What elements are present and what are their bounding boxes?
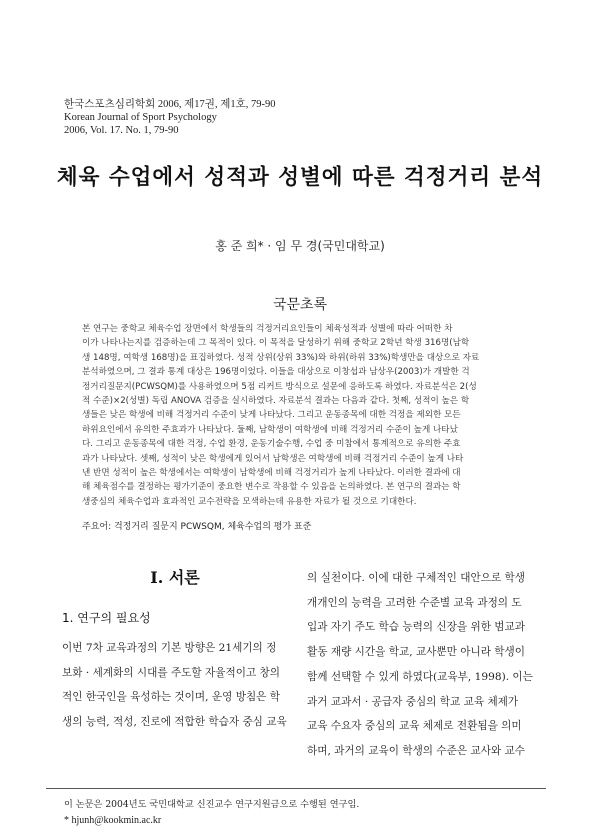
body-line: 입과 자기 주도 학습 능력의 신장을 위한 범교과 (307, 621, 526, 634)
body-line: 개개인의 능력을 고려한 수준별 교육 과정의 도 (307, 596, 522, 609)
footnote-email: * hjunh@kookmin.ac.kr (64, 815, 162, 826)
journal-english-line: Korean Journal of Sport Psychology (64, 112, 217, 123)
body-line: 보화 · 세계화의 시대를 주도할 자율적이고 창의 (62, 666, 281, 679)
body-line: 함께 선택할 수 있게 하였다(교육부, 1998). 이는 (307, 670, 533, 683)
body-line: 하며, 과거의 교육이 학생의 수준은 교사와 교수 (307, 744, 526, 757)
subsection-heading: 1. 연구의 필요성 (62, 611, 151, 625)
abstract-line: 이가 나타나는지를 검증하는데 그 목적이 있다. 이 목적을 달성하기 위해 중학교 2학년 학생 316명(남학 (82, 338, 470, 349)
abstract-heading: 국문초록 (272, 297, 328, 313)
body-line: 의 실천이다. 이에 대한 구체적인 대안으로 학생 (307, 572, 526, 584)
section-heading: Ⅰ. 서론 (150, 568, 200, 587)
abstract-line: 과가 나타났다. 셋째, 성적이 낮은 학생에게 있어서 남학생은 여학생에 비해 걱정거리 수준이 높게 나타 (82, 453, 464, 464)
body-line: 이번 7차 교육과정의 기본 방향은 21세기의 정 (62, 642, 277, 654)
abstract-line: 낸 반면 성적이 높은 학생에서는 여학생이 남학생에 비해 걱정거리가 높게 나타났다. 이러한 결과에 대 (82, 468, 461, 479)
body-line: 활동 재량 시간을 학교, 교사뿐만 아니라 학생이 (307, 646, 526, 659)
author-line: 홍 준 희* · 임 무 경(국민대학교) (215, 239, 385, 253)
abstract-line: 정거리질문지(PCWSQM)를 사용하였으며 5점 리커트 방식으로 설문에 응하도록 하였다. 자료분석은 2(성 (82, 381, 477, 392)
body-column-right (307, 566, 539, 764)
body-column-left (62, 636, 288, 735)
journal-korean-line: 한국스포츠심리학회 2006, 제17권, 제1호, 79-90 (64, 99, 276, 110)
abstract-line: 본 연구는 중학교 체육수업 장면에서 학생들의 걱정거리요인들이 체육성적과 성별에 따라 어떠한 차 (82, 324, 453, 334)
abstract-line: 하위요인에서 유의한 주효과가 나타났다. 둘째, 남학생이 여학생에 비해 걱정거리 수준이 높게 나타났 (82, 424, 458, 435)
footnote-divider (46, 788, 546, 789)
body-line: 적인 한국인을 육성하는 것이며, 운영 방침은 학 (62, 691, 281, 704)
journal-volume-line: 2006, Vol. 17. No. 1, 79-90 (64, 125, 179, 136)
abstract-line: 적 수준)×2(성별) 독립 ANOVA 검증을 실시하였다. 자료분석 결과는 다음과 같다. 첫째, 성적이 높은 학 (82, 396, 470, 407)
body-line: 과거 교과서 · 공급자 중심의 학교 교육 체제가 (307, 695, 519, 708)
abstract-line: 생중심의 체육수업과 효과적인 교수전략을 모색하는데 유용한 자료가 될 것으로 기대한다. (82, 496, 417, 507)
abstract-line: 다. 그리고 운동종목에 대한 걱정, 수업 환경, 운동기술수행, 수업 중 미참에서 통계적으로 유의한 주효 (82, 439, 461, 450)
abstract-line: 생들은 낮은 학생에 비해 걱정거리 수준이 낮게 나타났다. 그리고 운동종목에 대한 걱정을 제외한 모든 (82, 410, 461, 421)
abstract-text (82, 322, 522, 509)
footnote-funding: 이 논문은 2004년도 국민대학교 신진교수 연구지원금으로 수행된 연구임. (64, 799, 360, 810)
body-line: 교육 수요자 중심의 교육 체제로 전환됨을 의미 (307, 720, 522, 733)
journal-info (64, 98, 275, 137)
keywords: 주요어: 걱정거리 질문지 PCWSQM, 체육수업의 평가 표준 (82, 522, 312, 532)
abstract-line: 분석하였으며, 그 결과 통계 대상은 196명이었다. 이들을 대상으로 이창섭과 남상우(2003)가 개발한 걱 (82, 367, 470, 378)
paper-title: 체육 수업에서 성적과 성별에 따른 걱정거리 분석 (56, 165, 544, 190)
abstract-line: 생 148명, 여학생 168명)을 표집하였다. 성적 상위(상위 33%)와 하위(하위 33%)학생만을 대상으로 자료 (82, 352, 480, 363)
body-line: 생의 능력, 적성, 진로에 적합한 학습자 중심 교육 (62, 716, 287, 729)
abstract-line: 해 체육점수를 결정하는 평가기준이 중요한 변수로 작용할 수 있음을 논의하였다. 본 연구의 결과는 학 (82, 482, 461, 493)
